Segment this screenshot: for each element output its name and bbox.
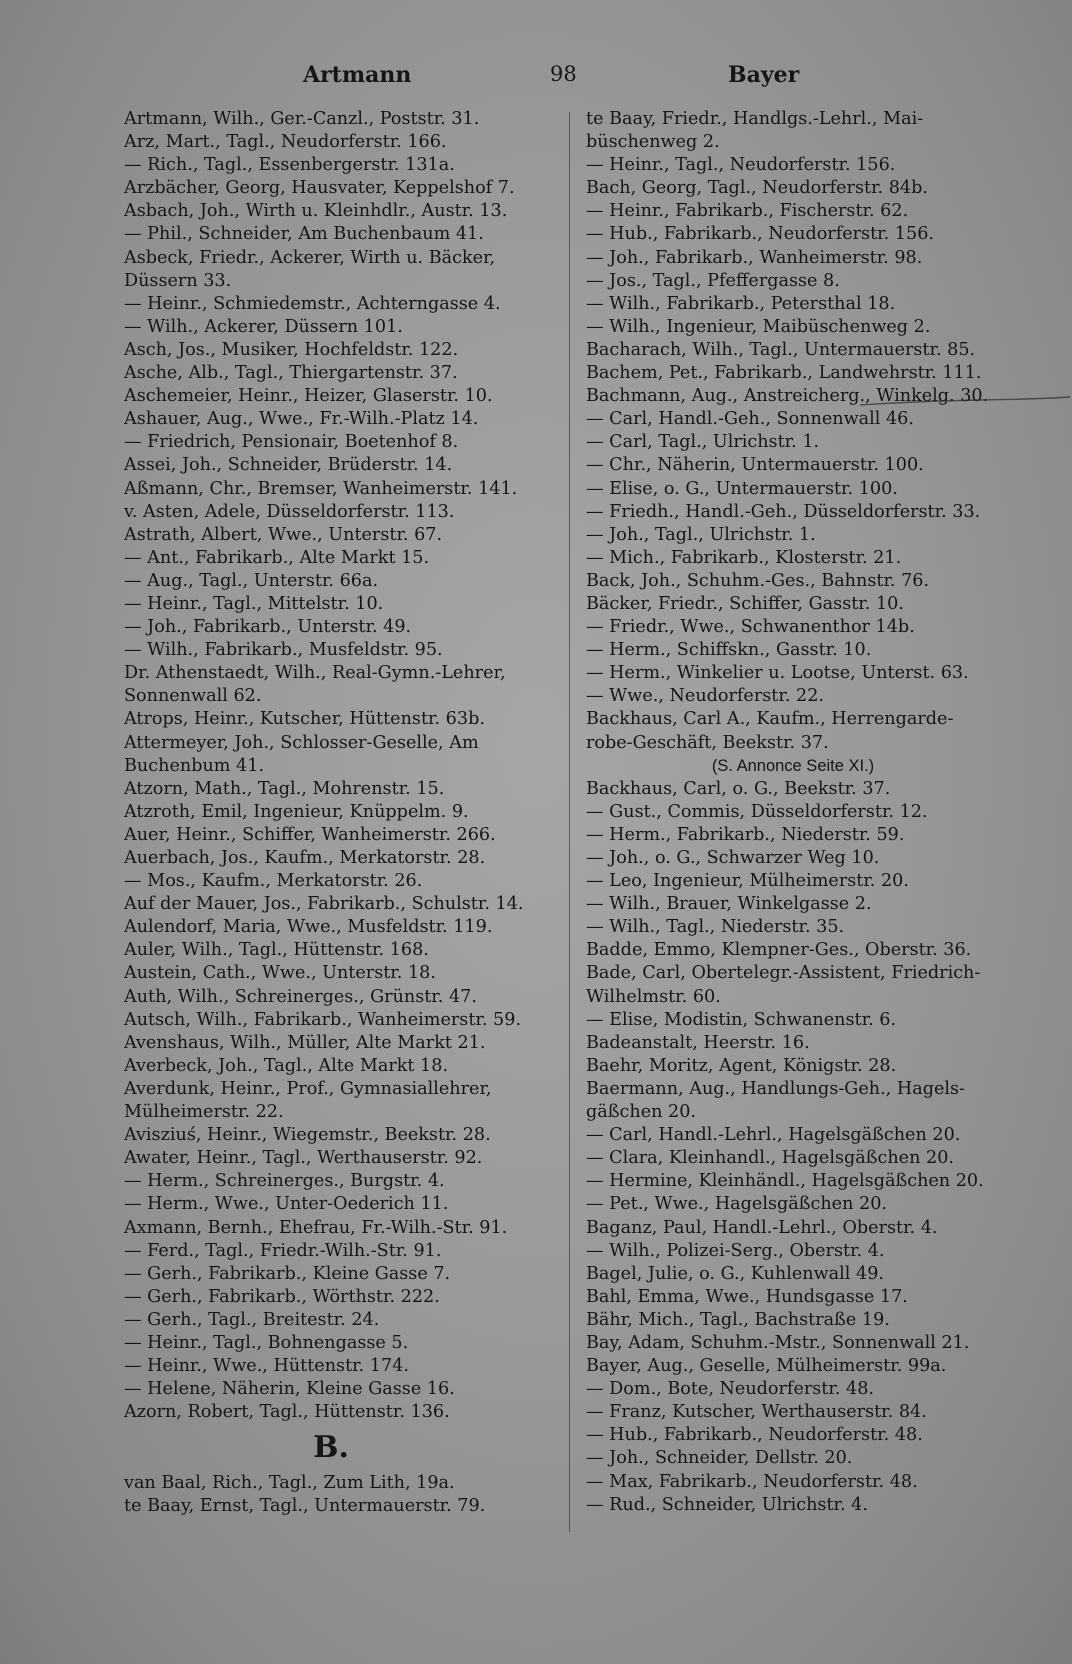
entry-continuation: gäßchen 20. [586,1102,697,1123]
directory-entry: te Baay, Friedr., Handlgs.-Lehrl., Mai- [586,109,924,129]
directory-entry: — Franz, Kutscher, Werthauserstr. 84. [586,1402,927,1423]
directory-entry: Backhaus, Carl, o. G., Beekstr. 37. [586,778,891,799]
directory-entry: Austein, Cath., Wwe., Unterstr. 18. [124,963,436,984]
directory-entry: Avisziuś, Heinr., Wiegemstr., Beekstr. 28. [124,1125,491,1146]
directory-entry: Bade, Carl, Obertelegr.-Assistent, Friedrich- [586,963,981,984]
directory-entry: — Chr., Näherin, Untermauerstr. 100. [586,455,924,476]
section-letter-heading: B. [313,1430,349,1466]
entry-continuation: robe-Geschäft, Beekstr. 37. [586,732,829,753]
directory-entry: — Heinr., Wwe., Hüttenstr. 174. [124,1356,409,1377]
directory-entry: Avenshaus, Wilh., Müller, Alte Markt 21. [124,1032,486,1053]
directory-entry: Bacharach, Wilh., Tagl., Untermauerstr. 85. [586,339,976,360]
directory-entry: Atzorn, Math., Tagl., Mohrenstr. 15. [124,778,445,799]
directory-entry: — Herm., Winkelier u. Lootse, Unterst. 63. [586,663,969,684]
directory-entry: Azorn, Robert, Tagl., Hüttenstr. 136. [124,1402,450,1423]
directory-entry: Badeanstalt, Heerstr. 16. [586,1032,810,1053]
directory-entry: — Rich., Tagl., Essenbergerstr. 131a. [124,155,455,176]
directory-entry: Bäcker, Friedr., Schiffer, Gasstr. 10. [586,593,904,614]
directory-entry: Artmann, Wilh., Ger.-Canzl., Poststr. 31. [124,109,480,129]
directory-entry: — Friedrich, Pensionair, Boetenhof 8. [124,432,459,453]
directory-entry: Baermann, Aug., Handlungs-Geh., Hagels- [586,1078,965,1099]
directory-entry: Astrath, Albert, Wwe., Unterstr. 67. [124,524,443,545]
directory-entry: — Pet., Wwe., Hagelsgäßchen 20. [586,1194,887,1215]
directory-entry: Attermeyer, Joh., Schlosser-Geselle, Am [124,732,479,753]
directory-entry: Asche, Alb., Tagl., Thiergartenstr. 37. [124,363,458,384]
pencil-mark [860,395,1070,409]
directory-entry: Auler, Wilh., Tagl., Hüttenstr. 168. [124,940,429,961]
directory-entry: Auerbach, Jos., Kaufm., Merkatorstr. 28. [124,848,486,868]
directory-entry: Bachem, Pet., Fabrikarb., Landwehrstr. 111. [586,363,982,384]
directory-entry: — Joh., Tagl., Ulrichstr. 1. [586,524,816,545]
directory-entry: Bay, Adam, Schuhm.-Mstr., Sonnenwall 21. [586,1332,970,1353]
directory-entry: — Phil., Schneider, Am Buchenbaum 41. [124,224,484,245]
entry-continuation: Düssern 33. [124,270,232,291]
directory-entry: — Max, Fabrikarb., Neudorferstr. 48. [586,1471,918,1492]
directory-entry: Asch, Jos., Musiker, Hochfeldstr. 122. [124,339,459,360]
directory-entry: Ashauer, Aug., Wwe., Fr.-Wilh.-Platz 14. [124,409,479,430]
directory-entry: van Baal, Rich., Tagl., Zum Lith, 19a. [124,1473,455,1494]
directory-entry: — Elise, o. G., Untermauerstr. 100. [586,478,898,499]
directory-entry: — Leo, Ingenieur, Mülheimerstr. 20. [586,871,909,892]
directory-entry: Baganz, Paul, Handl.-Lehrl., Oberstr. 4. [586,1217,938,1238]
directory-entry: — Herm., Schiffskn., Gasstr. 10. [586,640,872,661]
directory-entry: — Wilh., Ingenieur, Maibüschenweg 2. [586,316,931,337]
directory-entry: — Gust., Commis, Düsseldorferstr. 12. [586,801,928,822]
directory-entry: Auth, Wilh., Schreinerges., Grünstr. 47. [124,986,477,1007]
directory-entry: Autsch, Wilh., Fabrikarb., Wanheimerstr. 59. [124,1009,522,1030]
directory-entry: — Wwe., Neudorferstr. 22. [586,686,824,707]
directory-entry: — Hermine, Kleinhändl., Hagelsgäßchen 20. [586,1171,984,1192]
directory-entry: — Joh., o. G., Schwarzer Weg 10. [586,848,880,868]
directory-entry: Axmann, Bernh., Ehefrau, Fr.-Wilh.-Str. 91. [124,1217,508,1238]
directory-entry: — Clara, Kleinhandl., Hagelsgäßchen 20. [586,1148,954,1169]
directory-entry: Asbach, Joh., Wirth u. Kleinhdlr., Austr. 13. [124,201,508,222]
entry-continuation: Wilhelmstr. 60. [586,986,721,1007]
directory-entry: Bachmann, Aug., Anstreicherg., Winkelg. 30. [586,386,989,407]
entry-continuation: Mülheimerstr. 22. [124,1102,284,1123]
directory-entry: — Heinr., Tagl., Bohnengasse 5. [124,1332,409,1353]
directory-entry: — Heinr., Tagl., Mittelstr. 10. [124,593,384,614]
directory-entry: Asbeck, Friedr., Ackerer, Wirth u. Bäcker, [124,247,496,268]
directory-entry: — Dom., Bote, Neudorferstr. 48. [586,1379,875,1400]
directory-entry: — Hub., Fabrikarb., Neudorferstr. 48. [586,1425,923,1446]
directory-entry: — Friedr., Wwe., Schwanenthor 14b. [586,617,915,638]
directory-entry: Awater, Heinr., Tagl., Werthauserstr. 92. [124,1148,483,1169]
directory-entry: Atzroth, Emil, Ingenieur, Knüppelm. 9. [124,801,469,822]
directory-entry: — Friedh., Handl.-Geh., Düsseldorferstr. 33. [586,501,981,522]
directory-entry: — Joh., Fabrikarb., Unterstr. 49. [124,617,412,638]
directory-entry: Auf der Mauer, Jos., Fabrikarb., Schulstr. 14. [124,894,524,915]
directory-entry: Arz, Mart., Tagl., Neudorferstr. 166. [124,132,447,153]
column-divider [569,112,570,1532]
directory-entry: — Carl, Handl.-Lehrl., Hagelsgäßchen 20. [586,1125,961,1146]
directory-entry: Bagel, Julie, o. G., Kuhlenwall 49. [586,1263,884,1284]
directory-entry: — Mich., Fabrikarb., Klosterstr. 21. [586,547,902,568]
directory-entry: — Heinr., Tagl., Neudorferstr. 156. [586,155,896,176]
directory-entry: Aßmann, Chr., Bremser, Wanheimerstr. 141. [124,478,518,499]
header-right-keyword: Bayer [728,62,800,88]
directory-entry: — Carl, Tagl., Ulrichstr. 1. [586,432,820,453]
directory-entry: Bahl, Emma, Wwe., Hundsgasse 17. [586,1286,908,1307]
directory-entry: — Ferd., Tagl., Friedr.-Wilh.-Str. 91. [124,1240,442,1261]
page-number: 98 [550,62,577,86]
directory-entry: Assei, Joh., Schneider, Brüderstr. 14. [124,455,453,476]
directory-entry: Bähr, Mich., Tagl., Bachstraße 19. [586,1309,890,1330]
directory-entry: Auer, Heinr., Schiffer, Wanheimerstr. 266. [124,824,496,845]
directory-entry: — Joh., Schneider, Dellstr. 20. [586,1448,853,1469]
directory-entry: — Rud., Schneider, Ulrichstr. 4. [586,1494,868,1515]
directory-entry: — Gerh., Tagl., Breitestr. 24. [124,1309,380,1330]
directory-entry: Aschemeier, Heinr., Heizer, Glaserstr. 10. [124,386,493,407]
directory-entry: — Heinr., Schmiedemstr., Achterngasse 4. [124,293,501,314]
directory-entry: Atrops, Heinr., Kutscher, Hüttenstr. 63b. [124,709,485,730]
directory-entry: — Aug., Tagl., Unterstr. 66a. [124,570,379,591]
directory-entry: Backhaus, Carl A., Kaufm., Herrengarde- [586,709,954,730]
directory-entry: — Wilh., Fabrikarb., Petersthal 18. [586,293,896,314]
entry-continuation: büschenweg 2. [586,132,720,153]
directory-entry: v. Asten, Adele, Düsseldorferstr. 113. [124,501,455,522]
entry-continuation: Buchenbum 41. [124,755,265,776]
page-header [118,62,1010,92]
directory-entry: Bach, Georg, Tagl., Neudorferstr. 84b. [586,178,928,199]
directory-entry: — Ant., Fabrikarb., Alte Markt 15. [124,547,430,568]
directory-entry: — Herm., Schreinerges., Burgstr. 4. [124,1171,445,1192]
directory-entry: — Wilh., Fabrikarb., Musfeldstr. 95. [124,640,443,661]
directory-entry: Aulendorf, Maria, Wwe., Musfeldstr. 119. [124,917,493,938]
directory-entry: Averbeck, Joh., Tagl., Alte Markt 18. [124,1055,449,1076]
directory-entry: Arzbächer, Georg, Hausvater, Keppelshof 7. [124,178,515,199]
directory-entry: Back, Joh., Schuhm.-Ges., Bahnstr. 76. [586,570,930,591]
directory-entry: — Herm., Fabrikarb., Niederstr. 59. [586,824,905,845]
directory-entry: — Wilh., Tagl., Niederstr. 35. [586,917,845,938]
entry-continuation: Sonnenwall 62. [124,686,262,707]
directory-entry: — Wilh., Brauer, Winkelgasse 2. [586,894,872,915]
directory-entry: te Baay, Ernst, Tagl., Untermauerstr. 79. [124,1496,486,1517]
directory-entry: — Helene, Näherin, Kleine Gasse 16. [124,1379,455,1400]
header-left-keyword: Artmann [303,62,412,88]
directory-entry: — Gerh., Fabrikarb., Kleine Gasse 7. [124,1263,451,1284]
right-column [586,108,1000,1517]
directory-entry: — Joh., Fabrikarb., Wanheimerstr. 98. [586,247,923,268]
directory-entry: Baehr, Moritz, Agent, Königstr. 28. [586,1055,897,1076]
directory-entry: Bayer, Aug., Geselle, Mülheimerstr. 99a. [586,1356,947,1377]
directory-entry: Averdunk, Heinr., Prof., Gymnasiallehrer, [124,1078,492,1099]
directory-entry: — Hub., Fabrikarb., Neudorferstr. 156. [586,224,934,245]
directory-entry: — Wilh., Polizei-Serg., Oberstr. 4. [586,1240,885,1261]
annonce-note: (S. Annonce Seite XI.) [711,756,875,775]
directory-entry: — Mos., Kaufm., Merkatorstr. 26. [124,871,423,892]
directory-entry: — Gerh., Fabrikarb., Wörthstr. 222. [124,1286,440,1307]
directory-entry: — Wilh., Ackerer, Düssern 101. [124,316,403,337]
directory-entry: — Carl, Handl.-Geh., Sonnenwall 46. [586,409,914,430]
directory-entry: Badde, Emmo, Klempner-Ges., Oberstr. 36. [586,940,972,961]
directory-entry: — Herm., Wwe., Unter-Oederich 11. [124,1194,449,1215]
left-column [124,108,538,1519]
directory-entry: — Heinr., Fabrikarb., Fischerstr. 62. [586,201,909,222]
directory-entry: Dr. Athenstaedt, Wilh., Real-Gymn.-Lehrer, [124,663,506,684]
directory-entry: — Jos., Tagl., Pfeffergasse 8. [586,270,840,291]
directory-entry: — Elise, Modistin, Schwanenstr. 6. [586,1009,897,1030]
